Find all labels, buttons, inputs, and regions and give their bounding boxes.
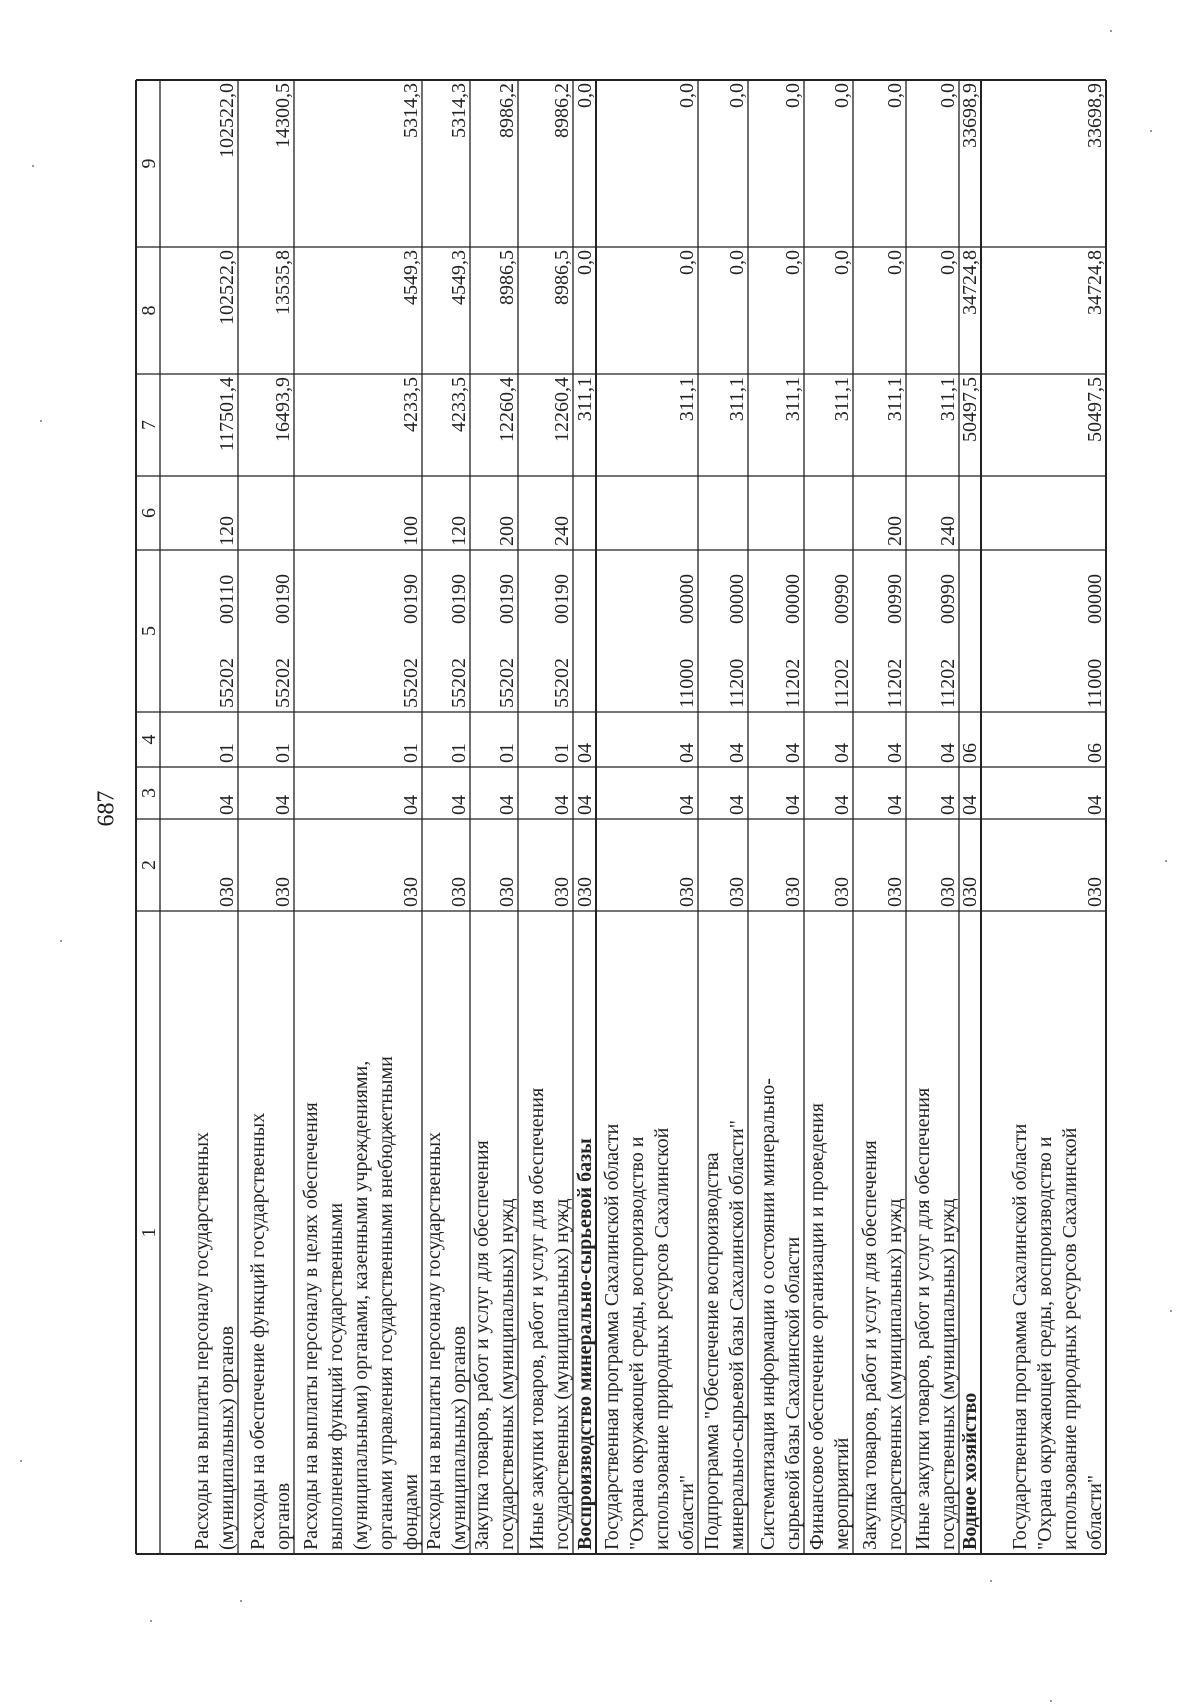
- cell-ministry-code: 030: [574, 877, 596, 907]
- cell-section: 04: [496, 795, 518, 815]
- cell-target-article-a: 11202: [937, 658, 959, 708]
- column-header-4: 4: [138, 734, 160, 745]
- column-header-2: 2: [138, 860, 160, 870]
- cell-amount-year1: 4233,5: [400, 377, 422, 432]
- cell-subsection: 04: [676, 743, 698, 763]
- cell-ministry-code: 030: [782, 877, 804, 907]
- cell-amount-year1: 311,1: [574, 377, 596, 422]
- cell-target-article-a: 11000: [676, 658, 698, 708]
- cell-amount-year3: 0,0: [937, 83, 959, 108]
- cell-amount-year3: 0,0: [782, 83, 804, 108]
- table-row: [912, 83, 959, 1550]
- cell-subsection: 04: [782, 743, 804, 763]
- cell-expense-type: 200: [884, 516, 906, 546]
- cell-section: 04: [551, 795, 573, 815]
- cell-ministry-code: 030: [551, 877, 573, 907]
- cell-section: 04: [400, 795, 422, 815]
- scan-speck: [32, 165, 34, 167]
- cell-amount-year3: 33698,9: [959, 83, 981, 148]
- row-name-line: Расходы на выплаты персоналу в целях обеспечения: [300, 1102, 322, 1550]
- row-name-line: Закупка товаров, работ и услуг для обеспечения: [859, 1140, 881, 1550]
- row-name-line: Подпрограмма "Обеспечение воспроизводства: [701, 1152, 723, 1550]
- cell-subsection: 01: [400, 743, 422, 763]
- row-name-line: минерально-сырьевой базы Сахалинской области": [726, 1120, 748, 1550]
- table-row: [526, 83, 573, 1550]
- cell-expense-type: 120: [448, 516, 470, 546]
- cell-section: 04: [676, 795, 698, 815]
- cell-amount-year2: 4549,3: [448, 250, 470, 305]
- cell-amount-year1: 311,1: [726, 377, 748, 422]
- page-number: 687: [93, 790, 120, 827]
- cell-ministry-code: 030: [726, 877, 748, 907]
- cell-target-article-b: 00000: [782, 574, 804, 624]
- cell-amount-year2: 0,0: [884, 250, 906, 275]
- row-name-line: Водное хозяйство: [959, 1392, 981, 1550]
- table-row: [300, 83, 422, 1550]
- cell-amount-year1: 311,1: [782, 377, 804, 422]
- cell-ministry-code: 030: [959, 877, 981, 907]
- cell-section: 04: [448, 795, 470, 815]
- cell-subsection: 06: [1084, 743, 1106, 763]
- cell-section: 04: [1084, 795, 1106, 815]
- cell-amount-year2: 0,0: [937, 250, 959, 275]
- cell-amount-year1: 4233,5: [448, 377, 470, 432]
- row-name-line: Иные закупки товаров, работ и услуг для обеспечения: [526, 1087, 548, 1550]
- cell-amount-year1: 311,1: [676, 377, 698, 422]
- table-row: [574, 83, 596, 1550]
- cell-expense-type: 200: [496, 516, 518, 546]
- cell-amount-year2: 102522,0: [216, 250, 238, 325]
- row-name-line: выполнения функций государственными: [325, 1202, 347, 1550]
- cell-target-article-a: 55202: [551, 658, 573, 708]
- cell-target-article-b: 00000: [726, 574, 748, 624]
- cell-section: 04: [726, 795, 748, 815]
- cell-subsection: 01: [272, 743, 294, 763]
- cell-target-article-b: 00110: [216, 574, 238, 624]
- scan-speck: [240, 1600, 242, 1602]
- table-row: [423, 83, 470, 1550]
- cell-expense-type: 100: [400, 516, 422, 546]
- column-header-9: 9: [138, 158, 160, 169]
- cell-section: 04: [884, 795, 906, 815]
- row-name-line: Финансовое обеспечение организации и проведения: [806, 1103, 828, 1550]
- cell-target-article-b: 00190: [551, 574, 573, 624]
- cell-ministry-code: 030: [937, 877, 959, 907]
- cell-amount-year2: 0,0: [676, 250, 698, 275]
- cell-amount-year3: 0,0: [884, 83, 906, 108]
- cell-amount-year1: 311,1: [937, 377, 959, 422]
- cell-expense-type: 120: [216, 516, 238, 546]
- cell-amount-year2: 8986,5: [496, 250, 518, 305]
- cell-section: 04: [272, 795, 294, 815]
- cell-target-article-a: 55202: [272, 658, 294, 708]
- cell-amount-year1: 311,1: [831, 377, 853, 422]
- cell-amount-year1: 50497,5: [959, 377, 981, 442]
- table-row: [471, 83, 518, 1550]
- table-row: [757, 83, 804, 1550]
- cell-target-article-b: 00190: [272, 574, 294, 624]
- scan-speck: [1170, 1310, 1172, 1312]
- cell-target-article-a: 55202: [216, 658, 238, 708]
- row-name-line: государственных (муниципальных) нужд: [551, 1198, 573, 1550]
- cell-amount-year1: 16493,9: [272, 377, 294, 442]
- scan-speck: [150, 1620, 152, 1622]
- scan-speck: [1150, 130, 1152, 132]
- cell-target-article-a: 11202: [884, 658, 906, 708]
- cell-expense-type: 240: [551, 516, 573, 546]
- scan-speck: [1050, 1700, 1052, 1702]
- table-row: [1009, 83, 1106, 1550]
- cell-subsection: 01: [496, 743, 518, 763]
- scan-speck: [990, 1580, 992, 1582]
- cell-section: 04: [574, 795, 596, 815]
- cell-subsection: 06: [959, 743, 981, 763]
- cell-ministry-code: 030: [1084, 877, 1106, 907]
- scan-speck: [40, 420, 42, 422]
- row-name-line: области": [1084, 1474, 1106, 1550]
- cell-amount-year2: 0,0: [831, 250, 853, 275]
- cell-target-article-a: 55202: [400, 658, 422, 708]
- scan-speck: [20, 1460, 22, 1462]
- cell-subsection: 04: [831, 743, 853, 763]
- table-row: [601, 83, 698, 1550]
- scan-speck: [60, 940, 62, 942]
- cell-subsection: 04: [726, 743, 748, 763]
- scan-speck: [1165, 860, 1167, 862]
- cell-target-article-b: 00190: [496, 574, 518, 624]
- row-name-line: государственных (муниципальных) нужд: [496, 1198, 518, 1550]
- cell-amount-year2: 34724,8: [959, 250, 981, 315]
- cell-amount-year3: 8986,2: [496, 83, 518, 138]
- row-name-line: "Охрана окружающей среды, воспроизводство и: [1034, 1136, 1056, 1550]
- cell-amount-year2: 0,0: [782, 250, 804, 275]
- row-name-line: мероприятий: [831, 1437, 853, 1550]
- cell-amount-year2: 13535,8: [272, 250, 294, 315]
- column-header-6: 6: [138, 508, 160, 518]
- cell-amount-year3: 102522,0: [216, 83, 238, 158]
- row-name-line: Государственная программа Сахалинской области: [1009, 1123, 1031, 1550]
- cell-target-article-b: 00190: [400, 574, 422, 624]
- column-header-8: 8: [138, 305, 160, 316]
- cell-subsection: 01: [216, 743, 238, 763]
- row-name-line: Расходы на выплаты персоналу государственных: [191, 1131, 213, 1550]
- cell-target-article-a: 55202: [448, 658, 470, 708]
- cell-target-article-a: 55202: [496, 658, 518, 708]
- cell-amount-year3: 0,0: [726, 83, 748, 108]
- row-name-line: (муниципальных) органов: [216, 1325, 238, 1550]
- cell-ministry-code: 030: [448, 877, 470, 907]
- cell-ministry-code: 030: [884, 877, 906, 907]
- cell-subsection: 01: [448, 743, 470, 763]
- row-name-line: Государственная программа Сахалинской области: [601, 1123, 623, 1550]
- cell-section: 04: [959, 795, 981, 815]
- cell-target-article-a: 11000: [1084, 658, 1106, 708]
- row-name-line: сырьевой базы Сахалинской области: [782, 1236, 804, 1550]
- row-name-line: Систематизация информации о состоянии минерально-: [757, 1078, 779, 1550]
- row-name-line: (муниципальными) органами, казенными учреждениями,: [350, 1060, 372, 1550]
- cell-amount-year1: 311,1: [884, 377, 906, 422]
- cell-target-article-b: 00990: [831, 574, 853, 624]
- row-name-line: использование природных ресурсов Сахалинской: [1059, 1127, 1081, 1550]
- cell-amount-year3: 5314,3: [400, 83, 422, 138]
- cell-amount-year1: 117501,4: [216, 377, 238, 452]
- column-header-1: 1: [138, 1227, 160, 1238]
- cell-amount-year3: 0,0: [676, 83, 698, 108]
- row-name-line: использование природных ресурсов Сахалинской: [651, 1127, 673, 1550]
- cell-amount-year2: 0,0: [726, 250, 748, 275]
- cell-ministry-code: 030: [831, 877, 853, 907]
- cell-ministry-code: 030: [676, 877, 698, 907]
- cell-target-article-a: 11200: [726, 658, 748, 708]
- row-name-line: Воспроизводство минерально-сырьевой базы: [574, 1138, 596, 1550]
- table-row: [247, 83, 294, 1550]
- table-row: [701, 83, 748, 1550]
- cell-target-article-b: 00190: [448, 574, 470, 624]
- row-name-line: государственных (муниципальных) нужд: [937, 1198, 959, 1550]
- cell-amount-year1: 12260,4: [551, 377, 573, 442]
- cell-section: 04: [216, 795, 238, 815]
- row-name-line: (муниципальных) органов: [448, 1325, 470, 1550]
- cell-section: 04: [831, 795, 853, 815]
- cell-amount-year1: 12260,4: [496, 377, 518, 442]
- column-header-3: 3: [138, 788, 160, 798]
- row-name-line: Закупка товаров, работ и услуг для обеспечения: [471, 1140, 493, 1550]
- scan-speck: [1110, 30, 1112, 32]
- cell-expense-type: 240: [937, 516, 959, 546]
- row-name-line: Расходы на выплаты персоналу государственных: [423, 1131, 445, 1550]
- cell-amount-year3: 14300,5: [272, 83, 294, 148]
- row-name-line: "Охрана окружающей среды, воспроизводство и: [626, 1136, 648, 1550]
- cell-subsection: 04: [937, 743, 959, 763]
- cell-target-article-b: 00000: [676, 574, 698, 624]
- cell-subsection: 01: [551, 743, 573, 763]
- cell-section: 04: [782, 795, 804, 815]
- row-name-line: органами управления государственными внебюджетными: [375, 1056, 397, 1550]
- cell-ministry-code: 030: [400, 877, 422, 907]
- cell-amount-year2: 0,0: [574, 250, 596, 275]
- table-row: [859, 83, 906, 1550]
- cell-amount-year3: 0,0: [574, 83, 596, 108]
- row-name-line: области": [676, 1474, 698, 1550]
- cell-target-article-b: 00990: [884, 574, 906, 624]
- cell-subsection: 04: [884, 743, 906, 763]
- cell-ministry-code: 030: [496, 877, 518, 907]
- cell-ministry-code: 030: [216, 877, 238, 907]
- cell-target-article-a: 11202: [782, 658, 804, 708]
- cell-amount-year3: 0,0: [831, 83, 853, 108]
- cell-amount-year2: 34724,8: [1084, 250, 1106, 315]
- row-name-line: государственных (муниципальных) нужд: [884, 1198, 906, 1550]
- cell-amount-year3: 33698,9: [1084, 83, 1106, 148]
- row-name-line: фондами: [400, 1473, 422, 1550]
- column-header-7: 7: [138, 420, 160, 430]
- cell-section: 04: [937, 795, 959, 815]
- cell-ministry-code: 030: [272, 877, 294, 907]
- table-row: [806, 83, 853, 1550]
- cell-target-article-b: 00000: [1084, 574, 1106, 624]
- table-row: [191, 83, 238, 1550]
- row-name-line: Иные закупки товаров, работ и услуг для обеспечения: [912, 1087, 934, 1550]
- cell-amount-year2: 4549,3: [400, 250, 422, 305]
- cell-target-article-a: 11202: [831, 658, 853, 708]
- row-name-line: органов: [272, 1482, 294, 1550]
- cell-amount-year3: 8986,2: [551, 83, 573, 138]
- cell-amount-year2: 8986,5: [551, 250, 573, 305]
- cell-subsection: 04: [574, 743, 596, 763]
- cell-amount-year3: 5314,3: [448, 83, 470, 138]
- cell-target-article-b: 00990: [937, 574, 959, 624]
- row-name-line: Расходы на обеспечение функций государственных: [247, 1112, 269, 1550]
- cell-amount-year1: 50497,5: [1084, 377, 1106, 442]
- rotated-table: [136, 80, 1106, 1554]
- table-row: [959, 83, 981, 1550]
- column-header-5: 5: [138, 626, 160, 636]
